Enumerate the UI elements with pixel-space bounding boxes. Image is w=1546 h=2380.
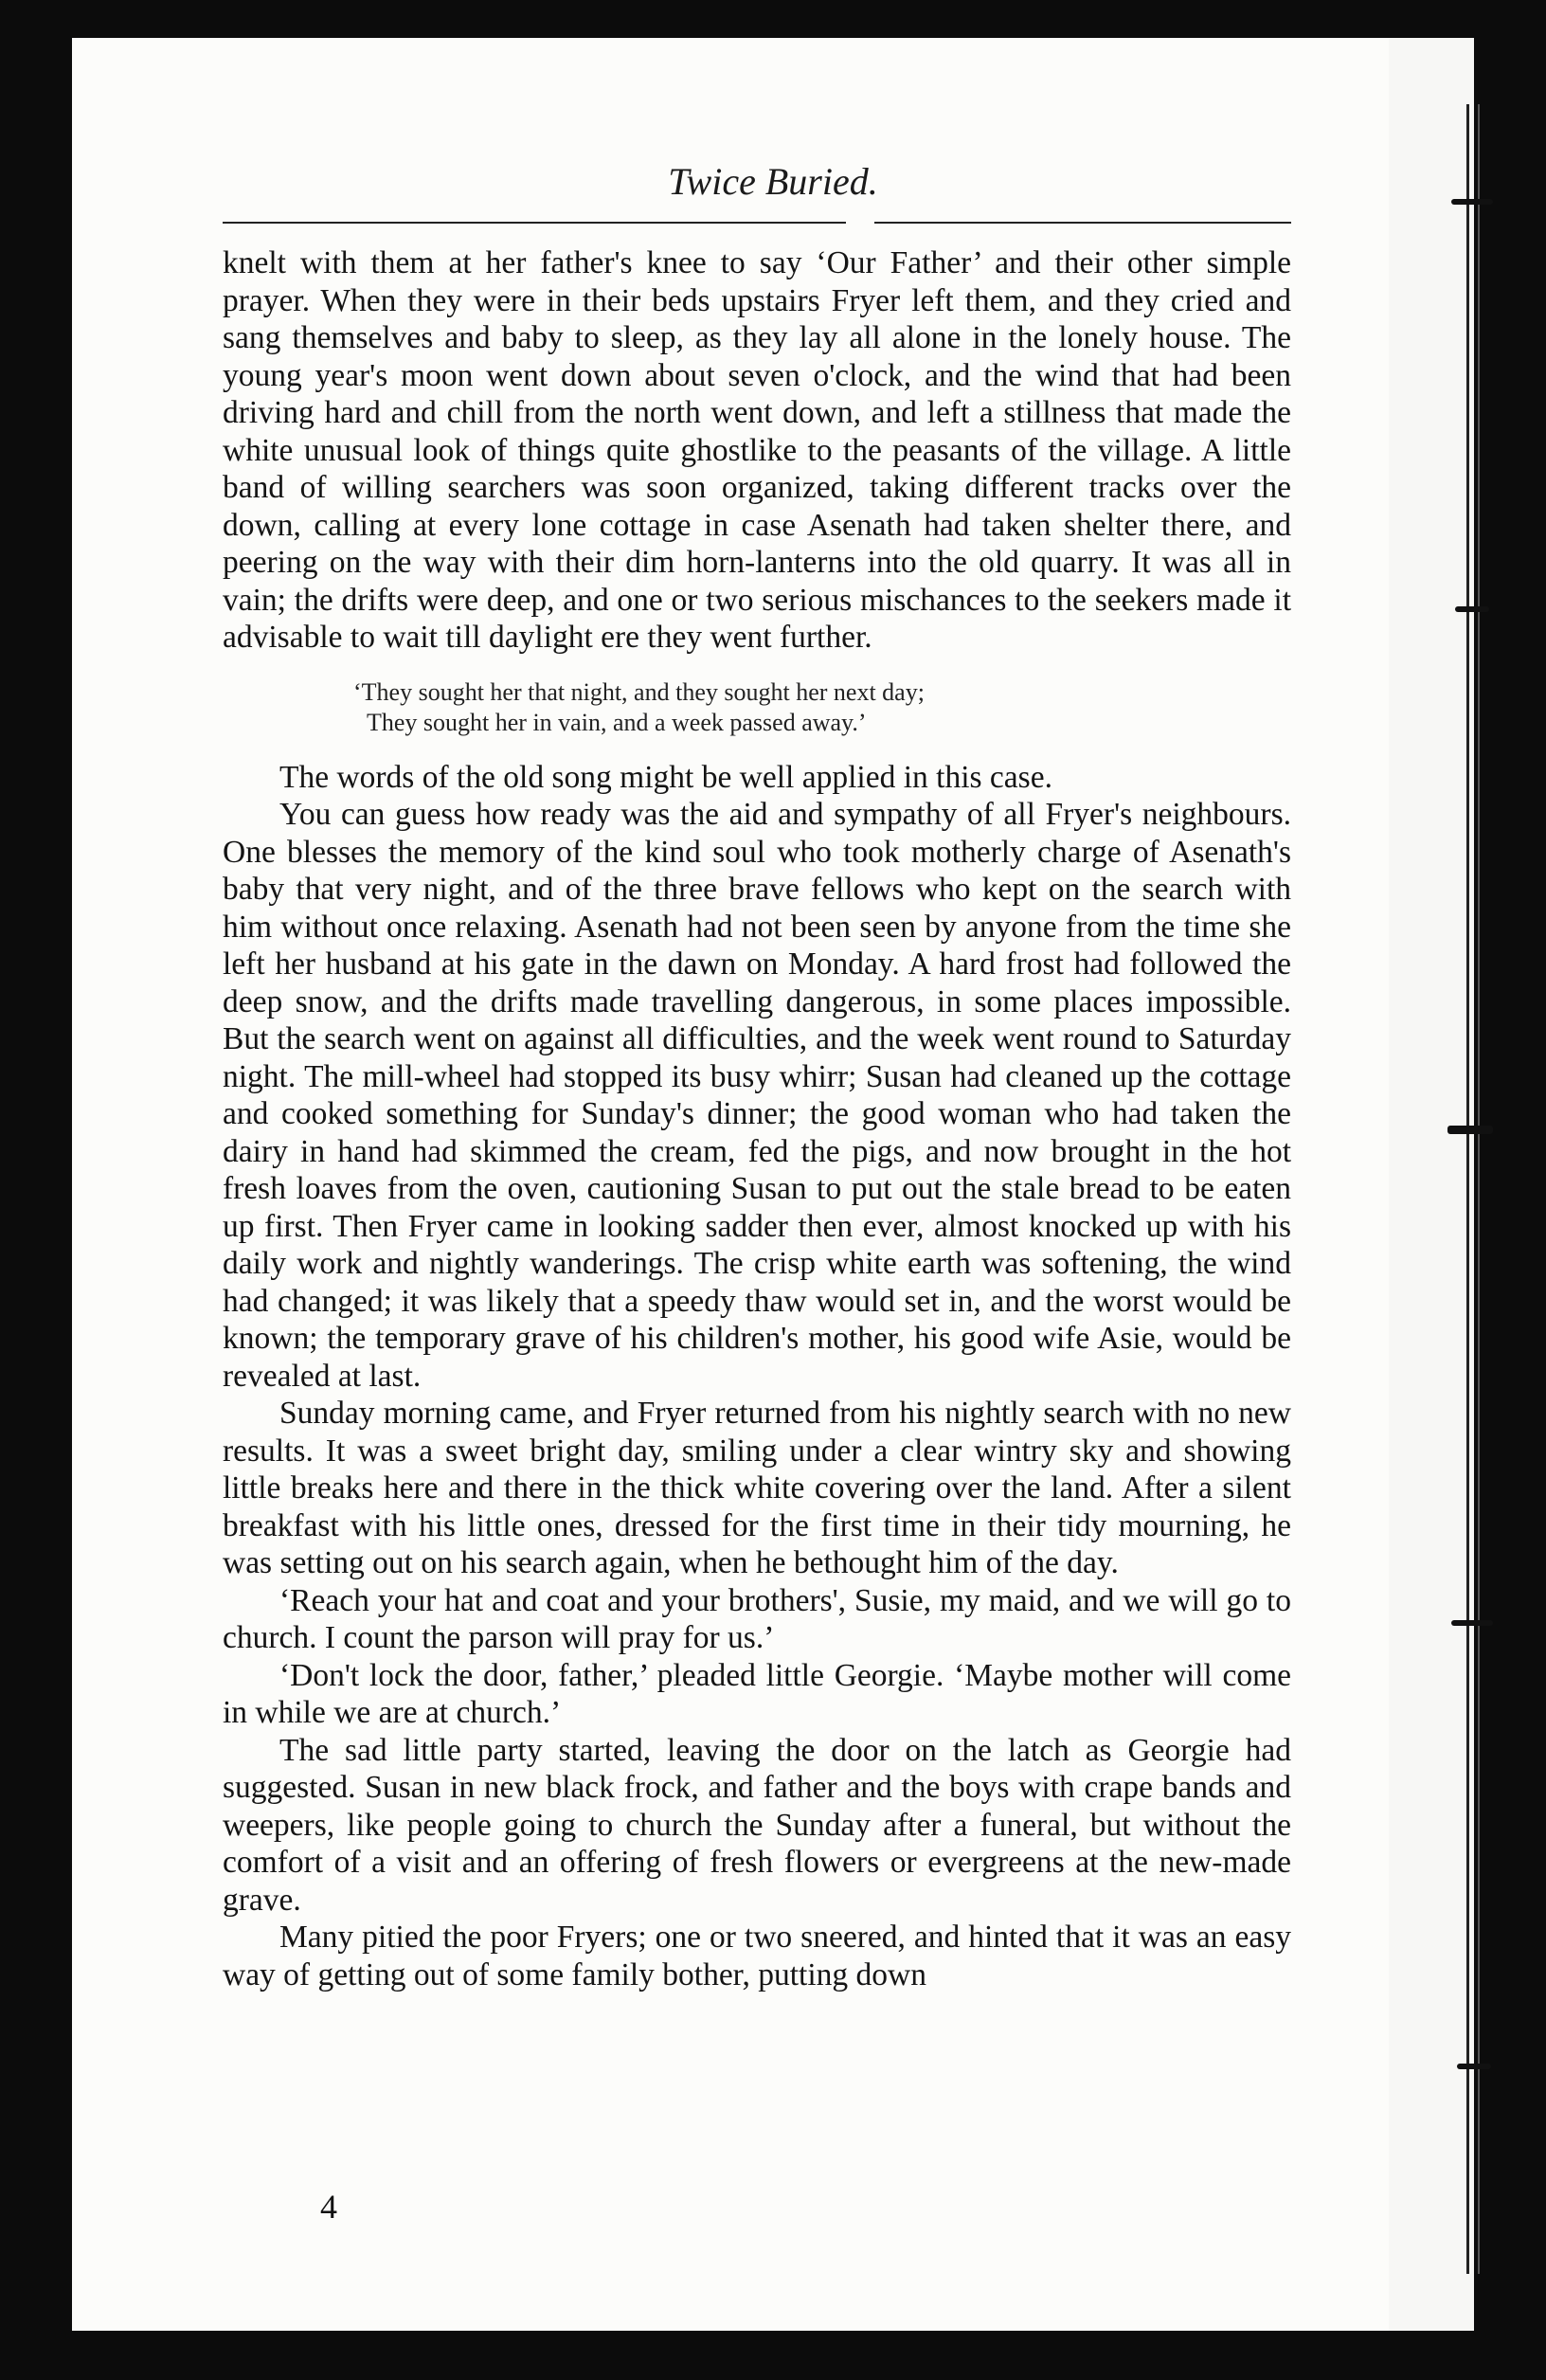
header-rule bbox=[223, 222, 846, 224]
binding-stitch-icon bbox=[1451, 1620, 1493, 1626]
running-head: Twice Buried. bbox=[668, 160, 878, 203]
verse-quotation bbox=[353, 677, 1291, 738]
paragraph: The sad little party started, leaving the door on the latch as Georgie had suggested. Susan in new black frock, and father and the boys with crape bands and weepers, like people going to church the Sunday after a funeral, but without the comfort of a visit and an offering of fresh flowers or evergreens at the new-made grave. bbox=[223, 1732, 1291, 1918]
page-number: 4 bbox=[320, 2188, 337, 2226]
body-text bbox=[223, 244, 1291, 1993]
verse-line: They sought her in vain, and a week passed away.’ bbox=[367, 708, 867, 736]
paragraph: The words of the old song might be well applied in this case. bbox=[279, 759, 1052, 795]
binding-thread-line bbox=[1478, 104, 1480, 2274]
binding-stitch-icon bbox=[1457, 2064, 1491, 2069]
binding-stitch-icon bbox=[1455, 606, 1489, 612]
binding-gutter bbox=[1389, 38, 1474, 2331]
binding-thread-line bbox=[1466, 104, 1469, 2274]
binding-stitch-icon bbox=[1447, 1126, 1493, 1134]
verse-line: ‘They sought her that night, and they sought her next day; bbox=[353, 677, 925, 706]
header-rule bbox=[874, 222, 1291, 224]
book-page bbox=[72, 38, 1474, 2331]
paragraph: ‘Don't lock the door, father,’ pleaded little Georgie. ‘Maybe mother will come in while we are at church.’ bbox=[223, 1657, 1291, 1730]
paragraph: Many pitied the poor Fryers; one or two sneered, and hinted that it was an easy way of getting out of some family bother, putting down bbox=[223, 1920, 1291, 1992]
paragraph: ‘Reach your hat and coat and your brothers', Susie, my maid, and we will go to church. I count the parson will pray for us.’ bbox=[223, 1582, 1291, 1655]
paragraph: You can guess how ready was the aid and sympathy of all Fryer's neighbours. One blesses the memory of the kind soul who took motherly charge of Asenath's baby that very night, and of the three brave fellows who kept on the search with him without once relaxing. Asenath had not been seen by anyone from the time she left her husband at his gate in the dawn on Monday. A hard frost had followed the deep snow, and the drifts made travelling dangerous, in some places impossible. But the search went on against all difficulties, and the week went round to Saturday night. The mill-wheel had stopped its busy whirr; Susan had cleaned up the cottage and cooked something for Sunday's dinner; the good woman who had taken the dairy in hand had skimmed the cream, fed the pigs, and now brought in the hot fresh loaves from the oven, cautioning Susan to put out the stale bread to be eaten up first. Then Fryer came in looking sadder then ever, almost knocked up with his daily work and nightly wanderings. The crisp white earth was softening, the wind had changed; it was likely that a speedy thaw would set in, and the worst would be known; the temporary grave of his children's mother, his good wife Asie, would be revealed at last. bbox=[223, 797, 1291, 1394]
paragraph: knelt with them at her father's knee to say ‘Our Father’ and their other simple prayer. When they were in their beds upstairs Fryer left them, and they cried and sang themselves and baby to sleep, as they lay all alone in the lonely house. The young year's moon went down about seven o'clock, and the wind that had been driving hard and chill from the north went down, and left a stillness that made the white unusual look of things quite ghostlike to the peasants of the village. A little band of willing searchers was soon organized, taking different tracks over the down, calling at every lone cottage in case Asenath had taken shelter there, and peering on the way with their dim horn-lanterns into the old quarry. It was all in vain; the drifts were deep, and one or two serious mischances to the seekers made it advisable to wait till daylight ere they went further. bbox=[223, 245, 1291, 655]
paragraph: Sunday morning came, and Fryer returned from his nightly search with no new results. It was a sweet bright day, smiling under a clear wintry sky and showing little breaks here and there in the thick white covering over the land. After a silent breakfast with his little ones, dressed for the first time in their tidy mourning, he was setting out on his search again, when he bethought him of the day. bbox=[223, 1396, 1291, 1580]
